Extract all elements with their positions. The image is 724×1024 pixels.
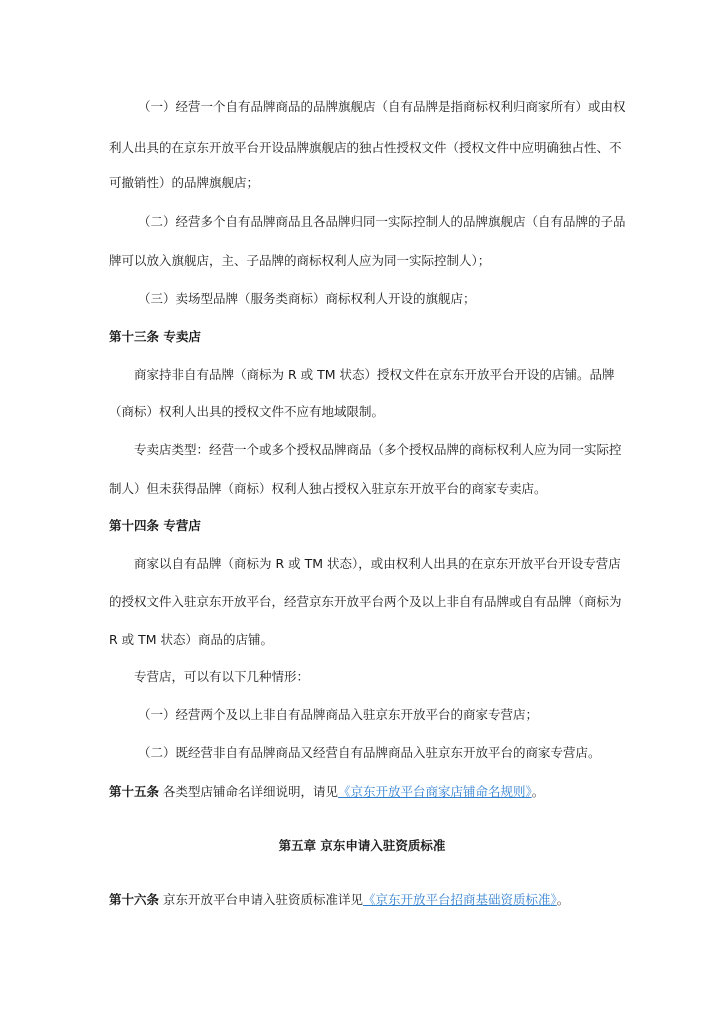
article-15-text: 各类型店铺命名详细说明，请见: [159, 784, 338, 799]
paragraph-line: （二）经营多个自有品牌商品且各品牌归同一实际控制人的品牌旗舰店（自有品牌的子品: [138, 214, 626, 229]
paragraph-line: （二）既经营非自有品牌商品又经营自有品牌商品入驻京东开放平台的商家专营店。: [138, 745, 601, 760]
article-13-heading: 第十三条 专卖店: [109, 329, 201, 344]
paragraph-line: 制人）但未获得品牌（商标）权利人独占授权入驻京东开放平台的商家专卖店。: [109, 481, 547, 496]
store-naming-rules-link[interactable]: 《京东开放平台商家店铺命名规则》: [338, 784, 532, 799]
chapter-5-title: 第五章 京东申请入驻资质标准: [278, 838, 446, 853]
paragraph-line: 商家以自有品牌（商标为 R 或 TM 状态），或由权利人出具的在京东开放平台开设专营店: [134, 556, 621, 571]
article-16-line: [109, 892, 569, 908]
article-15-end: 。: [531, 784, 545, 799]
paragraph-line: 牌可以放入旗舰店，主、子品牌的商标权利人应为同一实际控制人）；: [109, 253, 491, 268]
paragraph-line: （一）经营两个及以上非自有品牌商品入驻京东开放平台的商家专营店；: [138, 707, 539, 722]
paragraph-line: （三）卖场型品牌（服务类商标）商标权利人开设的旗舰店；: [138, 291, 476, 306]
paragraph-line: 的授权文件入驻京东开放平台，经营京东开放平台两个及以上非自有品牌或自有品牌（商标为: [109, 594, 622, 609]
qualification-standards-link[interactable]: 《京东开放平台招商基础资质标准》: [363, 892, 557, 907]
paragraph-line: 可撤销性）的品牌旗舰店；: [109, 175, 260, 190]
paragraph-line: 专营店，可以有以下几种情形：: [134, 669, 310, 684]
article-14-heading: 第十四条 专营店: [109, 518, 201, 533]
paragraph-line: （一）经营一个自有品牌商品的品牌旗舰店（自有品牌是指商标权利归商家所有）或由权: [138, 99, 626, 114]
article-16-text: 京东开放平台申请入驻资质标准详见: [159, 892, 363, 907]
paragraph-line: （商标）权利人出具的授权文件不应有地域限制。: [109, 404, 385, 419]
paragraph-line: 商家持非自有品牌（商标为 R 或 TM 状态）授权文件在京东开放平台开设的店铺。品牌: [134, 367, 615, 382]
paragraph-line: 专卖店类型：经营一个或多个授权品牌商品（多个授权品牌的商标权利人应为同一实际控: [134, 442, 622, 457]
article-15-label: 第十五条: [109, 784, 160, 799]
article-16-label: 第十六条: [109, 892, 160, 907]
article-15-line: [109, 784, 544, 800]
paragraph-line: R 或 TM 状态）商品的店铺。: [109, 632, 274, 647]
article-16-end: 。: [556, 892, 570, 907]
paragraph-line: 利人出具的在京东开放平台开设品牌旗舰店的独占性授权文件（授权文件中应明确独占性、不: [109, 140, 622, 155]
